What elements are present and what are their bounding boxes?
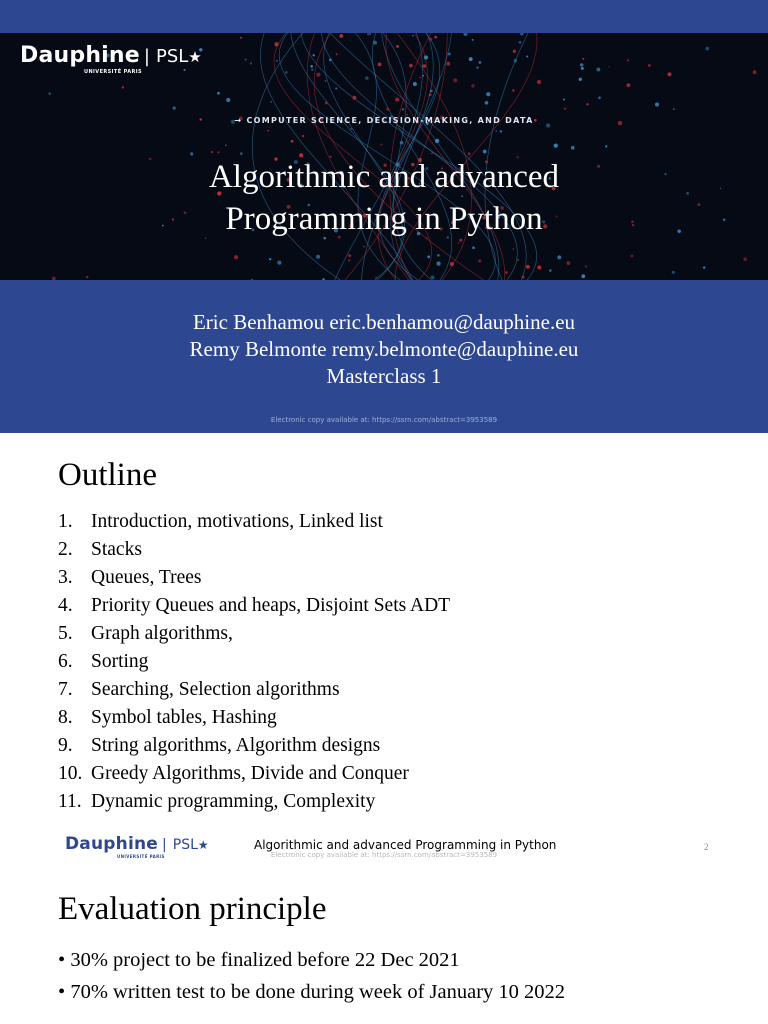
item-number: 1. [58,511,73,532]
logo-subline: UNIVERSITÉ PARIS [84,69,143,75]
star-icon: ★ [188,48,202,66]
list-item [58,623,450,651]
page-number: 2 [704,842,709,852]
list-item [58,567,450,595]
item-number: 6. [58,651,73,672]
logo-psl: PSL [155,46,189,67]
slide-footer [0,828,768,858]
outline-slide [0,433,768,865]
item-number: 9. [58,735,73,756]
item-text: Stacks [91,539,142,560]
ssrn-notice: Electronic copy available at: https://ssrn.com/abstract=3953589 [270,416,498,424]
item-number: 5. [58,623,73,644]
star-icon: ★ [197,838,209,852]
list-item [58,949,565,981]
item-number: 2. [58,539,73,560]
item-text: Searching, Selection algorithms [91,679,340,700]
item-text: Sorting [91,651,149,672]
item-number: 4. [58,595,73,616]
item-number: 7. [58,679,73,700]
list-item [58,791,450,819]
kicker-text: → COMPUTER SCIENCE, DECISION-MAKING, AND DATA [234,116,534,125]
list-item [58,511,450,539]
bullet-icon: • [58,949,66,971]
session-label: Masterclass 1 [326,364,442,388]
item-text: Queues, Trees [91,567,202,588]
item-text: Dynamic programming, Complexity [91,791,376,812]
logo-wordmark: Dauphine [65,834,159,854]
dauphine-logo [20,43,202,75]
bullet-text: 70% written test to be done during week of January 10 2022 [70,981,566,1003]
list-item [58,595,450,623]
list-item [58,981,565,1013]
item-text: String algorithms, Algorithm designs [91,735,381,756]
bullet-icon: • [58,981,66,1003]
evaluation-bullets [58,949,565,1013]
item-text: Greedy Algorithms, Divide and Conquer [91,763,409,784]
evaluation-slide [0,865,768,1024]
item-number: 11. [58,791,82,812]
outline-list [58,511,450,819]
footer-course-title: Algorithmic and advanced Programming in Python [254,838,557,852]
item-text: Priority Queues and heaps, Disjoint Sets ADT [91,595,451,616]
author-line: Eric Benhamou eric.benhamou@dauphine.eu [192,310,576,334]
bullet-text: 30% project to be finalized before 22 Dec 2021 [70,949,460,971]
evaluation-heading: Evaluation principle [58,891,327,927]
hero-banner [0,33,768,280]
title-slide [0,0,768,433]
item-text: Introduction, motivations, Linked list [91,511,383,532]
authors-block [0,309,768,390]
slide-title [0,156,768,240]
list-item [58,539,450,567]
list-item [58,679,450,707]
title-line-1: Algorithmic and advanced [208,159,560,195]
list-item [58,651,450,679]
logo-wordmark: Dauphine [20,43,140,68]
item-number: 8. [58,707,73,728]
author-line: Remy Belmonte remy.belmonte@dauphine.eu [189,337,579,361]
item-number: 10. [58,763,83,784]
logo-separator: | [143,46,150,67]
logo-separator: | [162,837,167,853]
item-number: 3. [58,567,73,588]
outline-heading: Outline [58,457,157,493]
list-item [58,735,450,763]
logo-psl: PSL [172,837,198,853]
item-text: Symbol tables, Hashing [91,707,277,728]
logo-subline: UNIVERSITÉ PARIS [117,854,165,859]
list-item [58,763,450,791]
list-item [58,707,450,735]
title-line-2: Programming in Python [225,201,543,237]
ssrn-notice: Electronic copy available at: https://ssrn.com/abstract=3953589 [270,851,498,859]
item-text: Graph algorithms, [91,623,233,644]
